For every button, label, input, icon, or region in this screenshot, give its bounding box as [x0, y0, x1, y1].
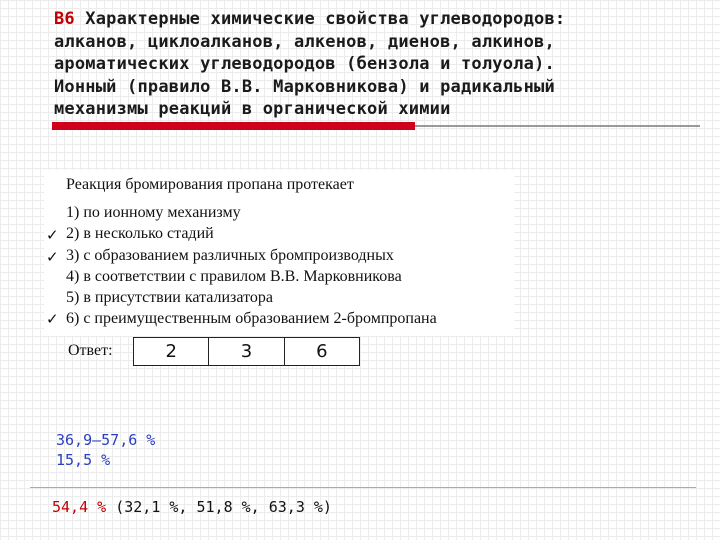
option-1: 1) по ионному механизму [66, 204, 241, 221]
task-image [44, 170, 514, 336]
answer-label: Ответ: [68, 342, 113, 359]
answer-cell: 2 [134, 338, 209, 365]
check-icon: ✓ [46, 312, 59, 328]
stats-line-1: 36,9–57,6 % [56, 431, 156, 449]
option-5: 5) в присутствии катализатора [66, 289, 273, 306]
option-3: 3) с образованием различных бромпроизводных [66, 247, 394, 264]
answer-table [133, 337, 360, 366]
stats-block [56, 430, 155, 470]
title-line-3: ароматических углеводородов (бензола и толуола). [54, 54, 555, 74]
result-details: (32,1 %, 51,8 %, 63,3 %) [106, 498, 332, 516]
stats-line-2: 15,5 % [56, 451, 111, 469]
title-line-1 [54, 8, 704, 31]
title-line-4: Ионный (правило В.В. Марковникова) и радикальный [54, 76, 555, 97]
title-line-5: механизмы реакций в органической химии [54, 99, 451, 119]
answer-cell: 3 [209, 338, 284, 365]
task-code: В6 [54, 9, 75, 29]
bottom-divider [30, 487, 696, 488]
task-question: Реакция бромирования пропана протекает [66, 176, 354, 193]
answer-cell: 6 [316, 341, 328, 362]
bottom-result [52, 498, 332, 516]
title-accent-bar [52, 122, 415, 130]
check-icon: ✓ [46, 250, 59, 266]
option-4: 4) в соответствии с правилом В.В. Марковникова [66, 268, 402, 285]
title-line-2: алканов, циклоалканов, алкенов, диенов, алкинов, [54, 31, 555, 52]
title-line-1-text: Характерные химические свойства углеводородов: [74, 9, 566, 29]
option-2: 2) в несколько стадий [66, 225, 214, 242]
option-6: 6) с преимущественным образованием 2-бромпропана [66, 310, 437, 327]
result-highlight: 54,4 % [52, 498, 107, 516]
slide-title [54, 8, 704, 121]
check-icon: ✓ [46, 228, 59, 244]
